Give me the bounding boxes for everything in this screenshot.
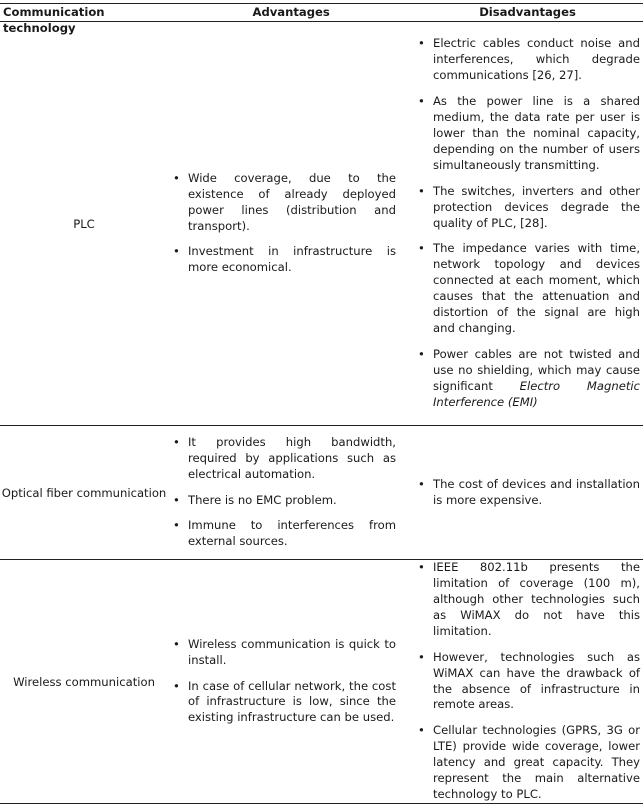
header-technology: Communication technology [3,5,105,35]
list-item: • In case of cellular network, the cost of infrastructure is low, since the existing infrastructure can be used. [188,679,396,727]
table-row-optical-fiber [0,426,643,560]
disadvantages-list [411,560,643,803]
advantages-list [0,171,411,276]
list-item: • It provides high bandwidth, required by applications such as electrical automation. [188,435,396,483]
list-item: • Cellular technologies (GPRS, 3G or LTE) provide wide coverage, lower latency and great capacity. They represent the main alternative technology to PLC. [433,723,640,803]
advantages-cell [168,426,411,559]
list-item: • Investment in infrastructure is more economical. [188,244,396,276]
list-item: • There is no EMC problem. [188,493,396,509]
list-item: • The switches, inverters and other protection devices degrade the quality of PLC, [28]. [433,184,640,232]
header-advantages: Advantages [252,5,330,19]
list-item: • The cost of devices and installation is more expensive. [433,477,640,509]
disadvantages-cell [411,560,643,803]
technology-cell: Optical fiber communication [1,485,167,500]
disadvantages-list [411,477,643,509]
table-row-wireless [0,560,643,804]
list-item: • Wide coverage, due to the existence of already deployed power lines (distribution and transport). [188,171,396,235]
disadvantages-cell [411,22,643,425]
list-item [433,347,640,411]
list-item: • The impedance varies with time, network topology and devices connected at each moment, which causes that the attenuation and distortion of the signal are high and changing. [433,241,640,336]
header-disadvantages: Disadvantages [479,5,576,19]
advantages-list [0,435,411,550]
advantages-cell [168,560,411,803]
comparison-table [0,3,643,804]
list-item: • However, technologies such as WiMAX can have the drawback of the absence of infrastructure in remote areas. [433,650,640,714]
list-item: • Electric cables conduct noise and interferences, which degrade communications [26, 27]. [433,36,640,84]
advantages-cell [168,22,411,425]
list-item: • Immune to interferences from external sources. [188,518,396,550]
table-row-plc [0,22,643,426]
technology-cell: PLC [73,216,95,231]
disadvantages-cell [411,426,643,559]
advantages-list [0,637,411,727]
disadvantages-list [411,36,643,410]
technology-cell: Wireless communication [13,674,155,689]
list-item-emphasis: Electro Magnetic Interference (EMI) [433,378,640,409]
list-item-text: Power cables are not twisted and use no shielding, which may cause significant [433,346,640,393]
list-item: • As the power line is a shared medium, the data rate per user is lower than the nominal capacity, depending on the number of users simultaneously transmitting. [433,94,640,174]
table-header [0,3,643,35]
list-item: • Wireless communication is quick to install. [188,637,396,669]
list-item: • IEEE 802.11b presents the limitation of coverage (100 m), although other technologies such as WiMAX do not have this limitation. [433,560,640,640]
